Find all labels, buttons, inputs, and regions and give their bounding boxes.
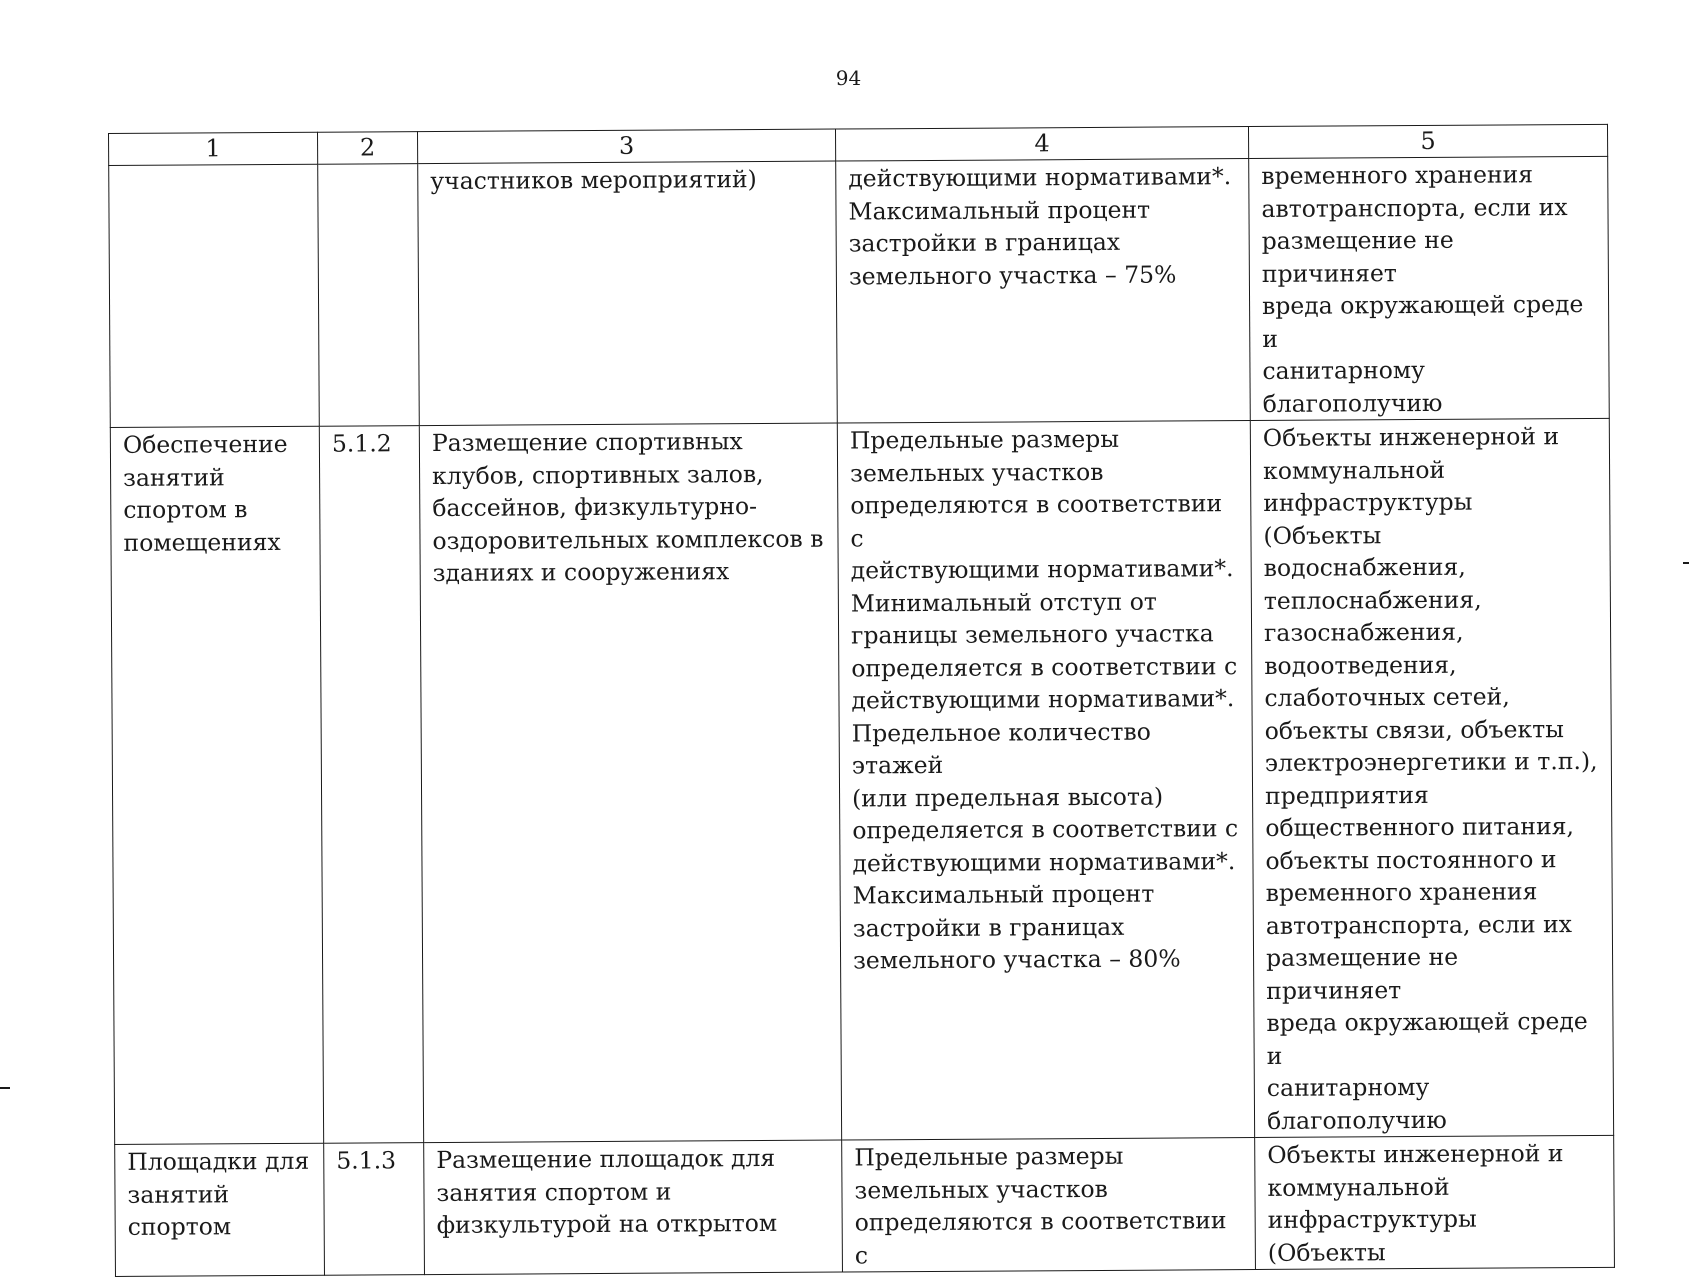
auxiliary-uses-cell: Объекты инженерной и коммунальной инфраструктуры (Объекты водоснабжения, теплоснабжения, газоснабжения, водоотведения, слаботочных сетей, объекты связи, объекты электроэнергетики и т.п.), предприятия общественного питания, объекты постоянного и временного хранения автотранспорта, если их размещение не причиняет вреда окружающей среде и санитарному благополучию	[1250, 418, 1613, 1137]
use-description-cell: Размещение спортивных клубов, спортивных залов, бассейнов, физкультурно- оздоровительных комплексов в зданиях и сооружениях	[419, 423, 841, 1143]
use-description-cell: Размещение площадок для занятия спортом и физкультурой на открытом	[424, 1140, 843, 1275]
table-row	[115, 1135, 1615, 1276]
auxiliary-uses-cell: временного хранения автотранспорта, если их размещение не причиняет вреда окружающей среде и санитарному благополучию	[1249, 156, 1610, 420]
column-header-1: 1	[109, 132, 318, 165]
use-description-cell: участников мероприятий)	[418, 161, 838, 426]
use-code-cell: 5.1.3	[324, 1143, 425, 1276]
table-row	[109, 156, 1610, 427]
column-header-4: 4	[835, 127, 1248, 162]
use-code-cell	[318, 164, 420, 427]
auxiliary-uses-cell: Объекты инженерной и коммунальной инфраструктуры (Объекты	[1255, 1135, 1615, 1269]
table-body	[109, 156, 1615, 1276]
use-name-cell: Обеспечение занятий спортом в помещениях	[110, 426, 323, 1144]
page-number: 94	[835, 66, 862, 90]
use-parameters-cell: действующими нормативами*. Максимальный процент застройки в границах земельного участка – 75%	[836, 159, 1251, 424]
land-use-table	[108, 124, 1615, 1277]
column-header-5: 5	[1248, 124, 1607, 158]
use-code-cell: 5.1.2	[319, 426, 423, 1144]
use-parameters-cell: Предельные размеры земельных участков определяются в соответствии с	[842, 1138, 1256, 1273]
table-row	[110, 418, 1613, 1144]
scan-edge-mark	[0, 1087, 10, 1089]
column-header-3: 3	[417, 129, 835, 164]
use-name-cell	[109, 164, 320, 427]
use-parameters-cell: Предельные размеры земельных участков определяются в соответствии с действующими нормативами*. Минимальный отступ от границы земельного участка определяется в соответствии с действующими нормативами*. Предельное количество этажей (или предельная высота) определяется в соответствии с действующими нормативами*. Максимальный процент застройки в границах земельного участка – 80%	[837, 421, 1254, 1141]
scan-edge-mark	[1683, 562, 1689, 564]
column-header-2: 2	[317, 132, 417, 165]
use-name-cell: Площадки для занятий спортом	[115, 1143, 325, 1276]
